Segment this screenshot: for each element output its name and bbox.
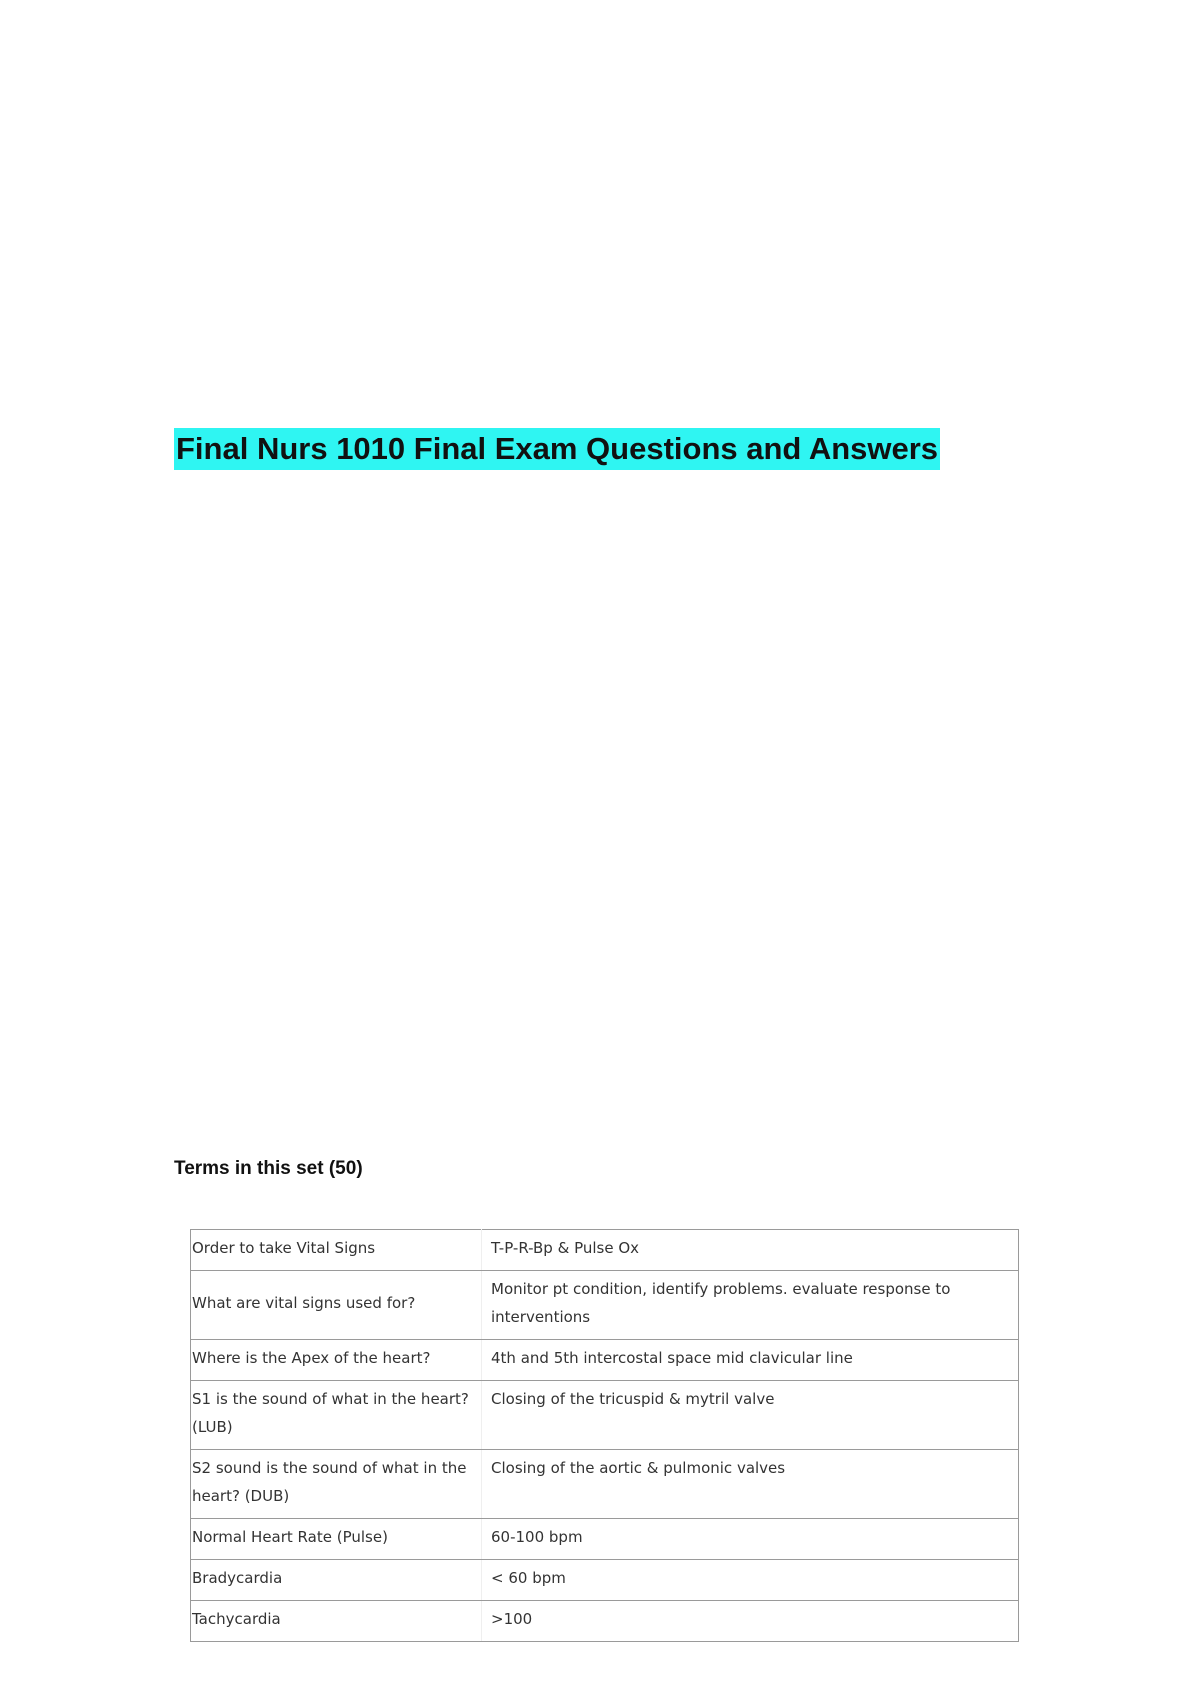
table-row bbox=[191, 1340, 1019, 1381]
table-row bbox=[191, 1519, 1019, 1560]
term-cell: Order to take Vital Signs bbox=[191, 1230, 482, 1271]
term-cell: What are vital signs used for? bbox=[191, 1271, 482, 1340]
term-cell: S1 is the sound of what in the heart? (LUB) bbox=[191, 1381, 482, 1450]
table-row bbox=[191, 1230, 1019, 1271]
table-row bbox=[191, 1381, 1019, 1450]
definition-cell: T-P-R-Bp & Pulse Ox bbox=[482, 1230, 1019, 1271]
table-row bbox=[191, 1560, 1019, 1601]
terms-heading: Terms in this set (50) bbox=[174, 1158, 363, 1179]
term-cell: Where is the Apex of the heart? bbox=[191, 1340, 482, 1381]
definition-cell: Monitor pt condition, identify problems. evaluate response to interventions bbox=[482, 1271, 1019, 1340]
definition-cell: Closing of the tricuspid & mytril valve bbox=[482, 1381, 1019, 1450]
table-row bbox=[191, 1450, 1019, 1519]
definition-cell: < 60 bpm bbox=[482, 1560, 1019, 1601]
term-cell: Tachycardia bbox=[191, 1601, 482, 1642]
term-cell: S2 sound is the sound of what in the heart? (DUB) bbox=[191, 1450, 482, 1519]
terms-table bbox=[190, 1229, 1019, 1642]
table-row bbox=[191, 1601, 1019, 1642]
definition-cell: >100 bbox=[482, 1601, 1019, 1642]
definition-cell: 60-100 bpm bbox=[482, 1519, 1019, 1560]
table-row bbox=[191, 1271, 1019, 1340]
definition-cell: Closing of the aortic & pulmonic valves bbox=[482, 1450, 1019, 1519]
document-title: Final Nurs 1010 Final Exam Questions and Answers bbox=[174, 428, 940, 470]
term-cell: Normal Heart Rate (Pulse) bbox=[191, 1519, 482, 1560]
definition-cell: 4th and 5th intercostal space mid clavicular line bbox=[482, 1340, 1019, 1381]
term-cell: Bradycardia bbox=[191, 1560, 482, 1601]
